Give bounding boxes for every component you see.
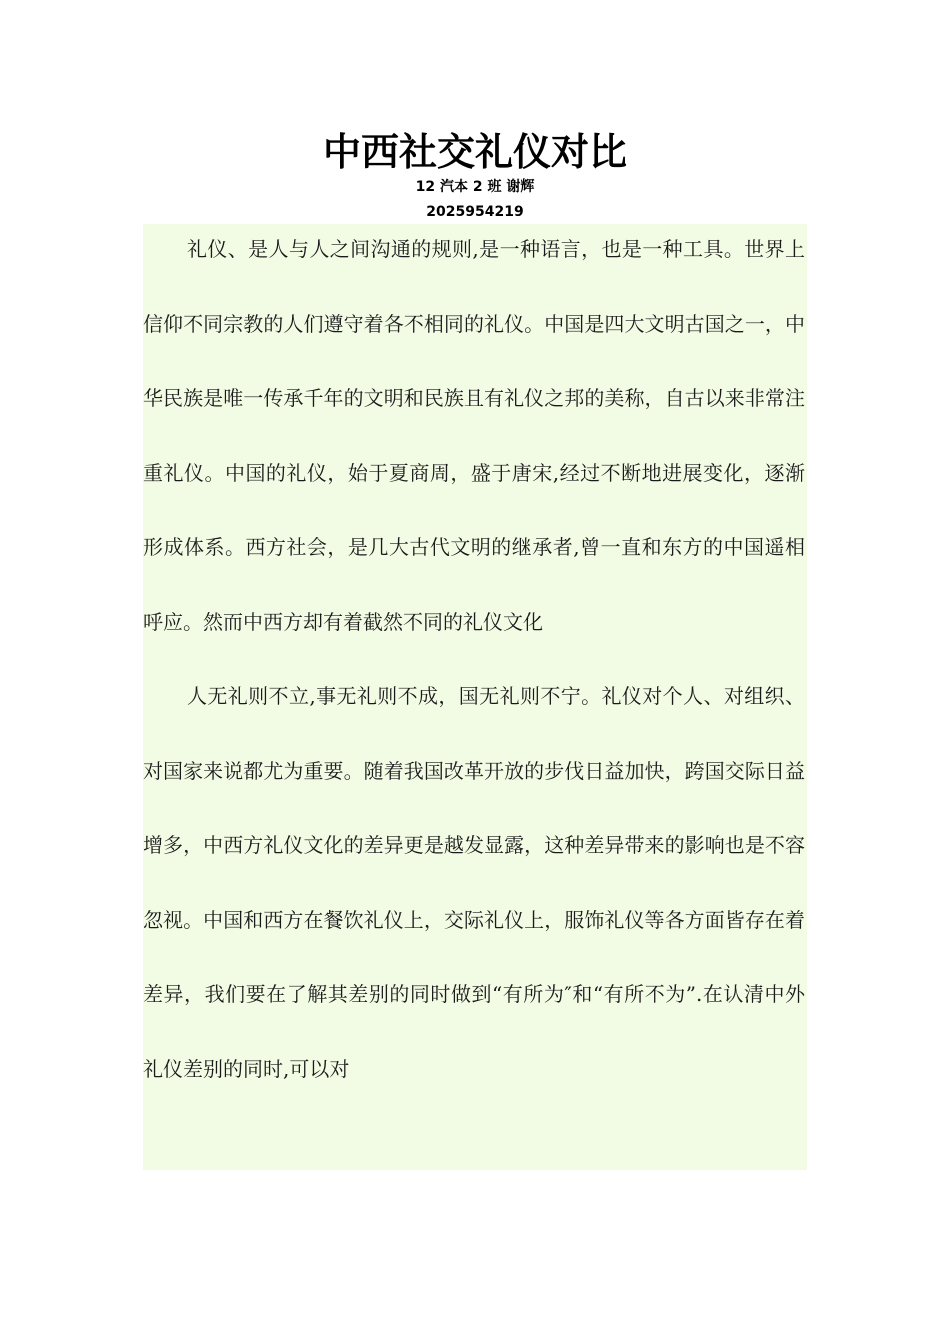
body-text-area [143, 224, 807, 1170]
student-id: 2025954219 [426, 204, 524, 220]
author-line: 12 汽本 2 班 谢辉 [415, 179, 535, 195]
paragraph-2: 人无礼则不立,事无礼则不成，国无礼则不宁。礼仪对个人、对组织、对国家来说都尤为重要。随着我国改革开放的步伐日益加快，跨国交际日益增多，中西方礼仪文化的差异更是越发显露，这种差异带来的影响也是不容忽视。中国和西方在餐饮礼仪上，交际礼仪上，服饰礼仪等各方面皆存在着差异，我们要在了解其差别的同时做到“有所为″和“有所不为”.在认清中外礼仪差别的同时,可以对 [143, 684, 805, 1081]
document-title: 中西社交礼仪对比 [322, 130, 627, 174]
paragraph-1: 礼仪、是人与人之间沟通的规则,是一种语言，也是一种工具。世界上信仰不同宗教的人们遵守着各不相同的礼仪。中国是四大文明古国之一，中华民族是唯一传承千年的文明和民族且有礼仪之邦的美称，自古以来非常注重礼仪。中国的礼仪，始于夏商周，盛于唐宋,经过不断地进展变化，逐渐形成体系。西方社会，是几大古代文明的继承者,曾一直和东方的中国遥相呼应。然而中西方却有着截然不同的礼仪文化 [143, 237, 805, 634]
